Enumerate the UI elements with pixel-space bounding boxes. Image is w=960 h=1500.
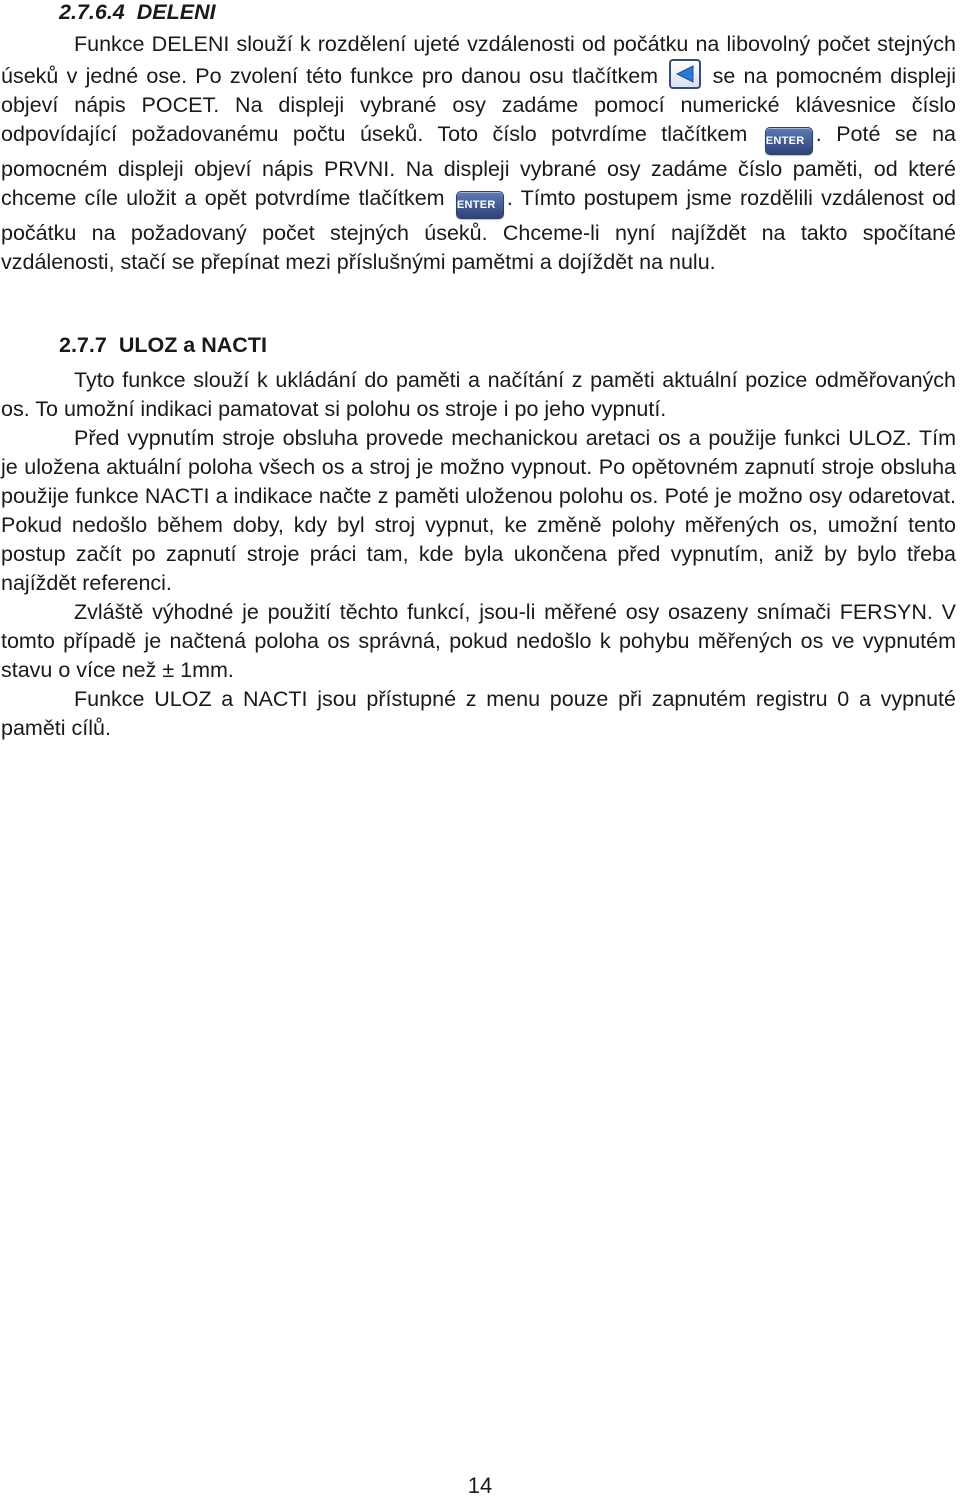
text-run: Funkce DELENI slouží k rozdělení ujeté vzdálenosti od počátku na libovolný počet stejných úseků v jedné ose. Po zvolení této funkce pro danou osu tlačítkem (1, 32, 956, 88)
section-heading-uloz-nacti (1, 333, 956, 357)
text-run: se na pomocném displeji objeví nápis POCET. Na displeji vybrané osy zadáme pomocí numerické klávesnice číslo odpovídající požadovanému počtu úseků. Toto číslo potvrdíme tlačítkem (1, 64, 956, 146)
text-run: . Poté se na pomocném displeji objeví nápis PRVNI. Na displeji vybrané osy zadáme číslo paměti, od které chceme cíle uložit a opět potvrdíme tlačítkem (1, 122, 957, 210)
paragraph-deleni (1, 30, 956, 277)
enter-key-icon: ENTER (765, 127, 813, 155)
left-arrow-key-icon (669, 59, 701, 89)
paragraph-fersyn: Zvláště výhodné je použití těchto funkcí, jsou-li měřené osy osazeny snímači FERSYN. V tomto případě je načtená poloha os správná, pokud nedošlo k pohybu měřených os ve vypnutém stavu o více než ± 1mm. (1, 600, 956, 682)
page-content (1, 0, 956, 743)
section-number: 2.7.6.4 (59, 0, 125, 24)
paragraph-uloz-intro: Tyto funkce slouží k ukládání do paměti a načítání z paměti aktuální pozice odměřovaných os. To umožní indikaci pamatovat si polohu os stroje i po jeho vypnutí. (1, 368, 956, 421)
enter-key-icon: ENTER (456, 191, 504, 219)
section-heading-deleni (1, 0, 956, 24)
section-number: 2.7.7 (59, 333, 107, 357)
page-number: 14 (467, 1473, 493, 1498)
paragraph-uloz-procedure: Před vypnutím stroje obsluha provede mechanickou aretaci os a použije funkci ULOZ. Tím je uložena aktuální poloha všech os a stroj je možno vypnout. Po opětovném zapnutí stroje obsluha použije funkce NACTI a indikace načte z paměti uloženou polohu os. Poté je možno osy odaretovat. Pokud nedošlo během doby, kdy byl stroj vypnut, ke změně polohy měřených os, umožní tento postup začít po zapnutí stroje práci tam, kde byla ukončena před vypnutím, aniž by bylo třeba najíždět referenci. (1, 426, 956, 595)
section-title: DELENI (136, 0, 216, 24)
paragraph-menu-access: Funkce ULOZ a NACTI jsou přístupné z menu pouze při zapnutém registru 0 a vypnuté paměti cílů. (1, 687, 956, 740)
text-run: . Tímto postupem jsme rozdělili vzdálenost od počátku na požadovaný počet stejných úseků. Chceme-li nyní najíždět na takto spočítané vzdálenosti, stačí se přepínat mezi příslušnými pamětmi a dojíždět na nulu. (1, 186, 956, 274)
section-title: ULOZ a NACTI (118, 333, 267, 357)
